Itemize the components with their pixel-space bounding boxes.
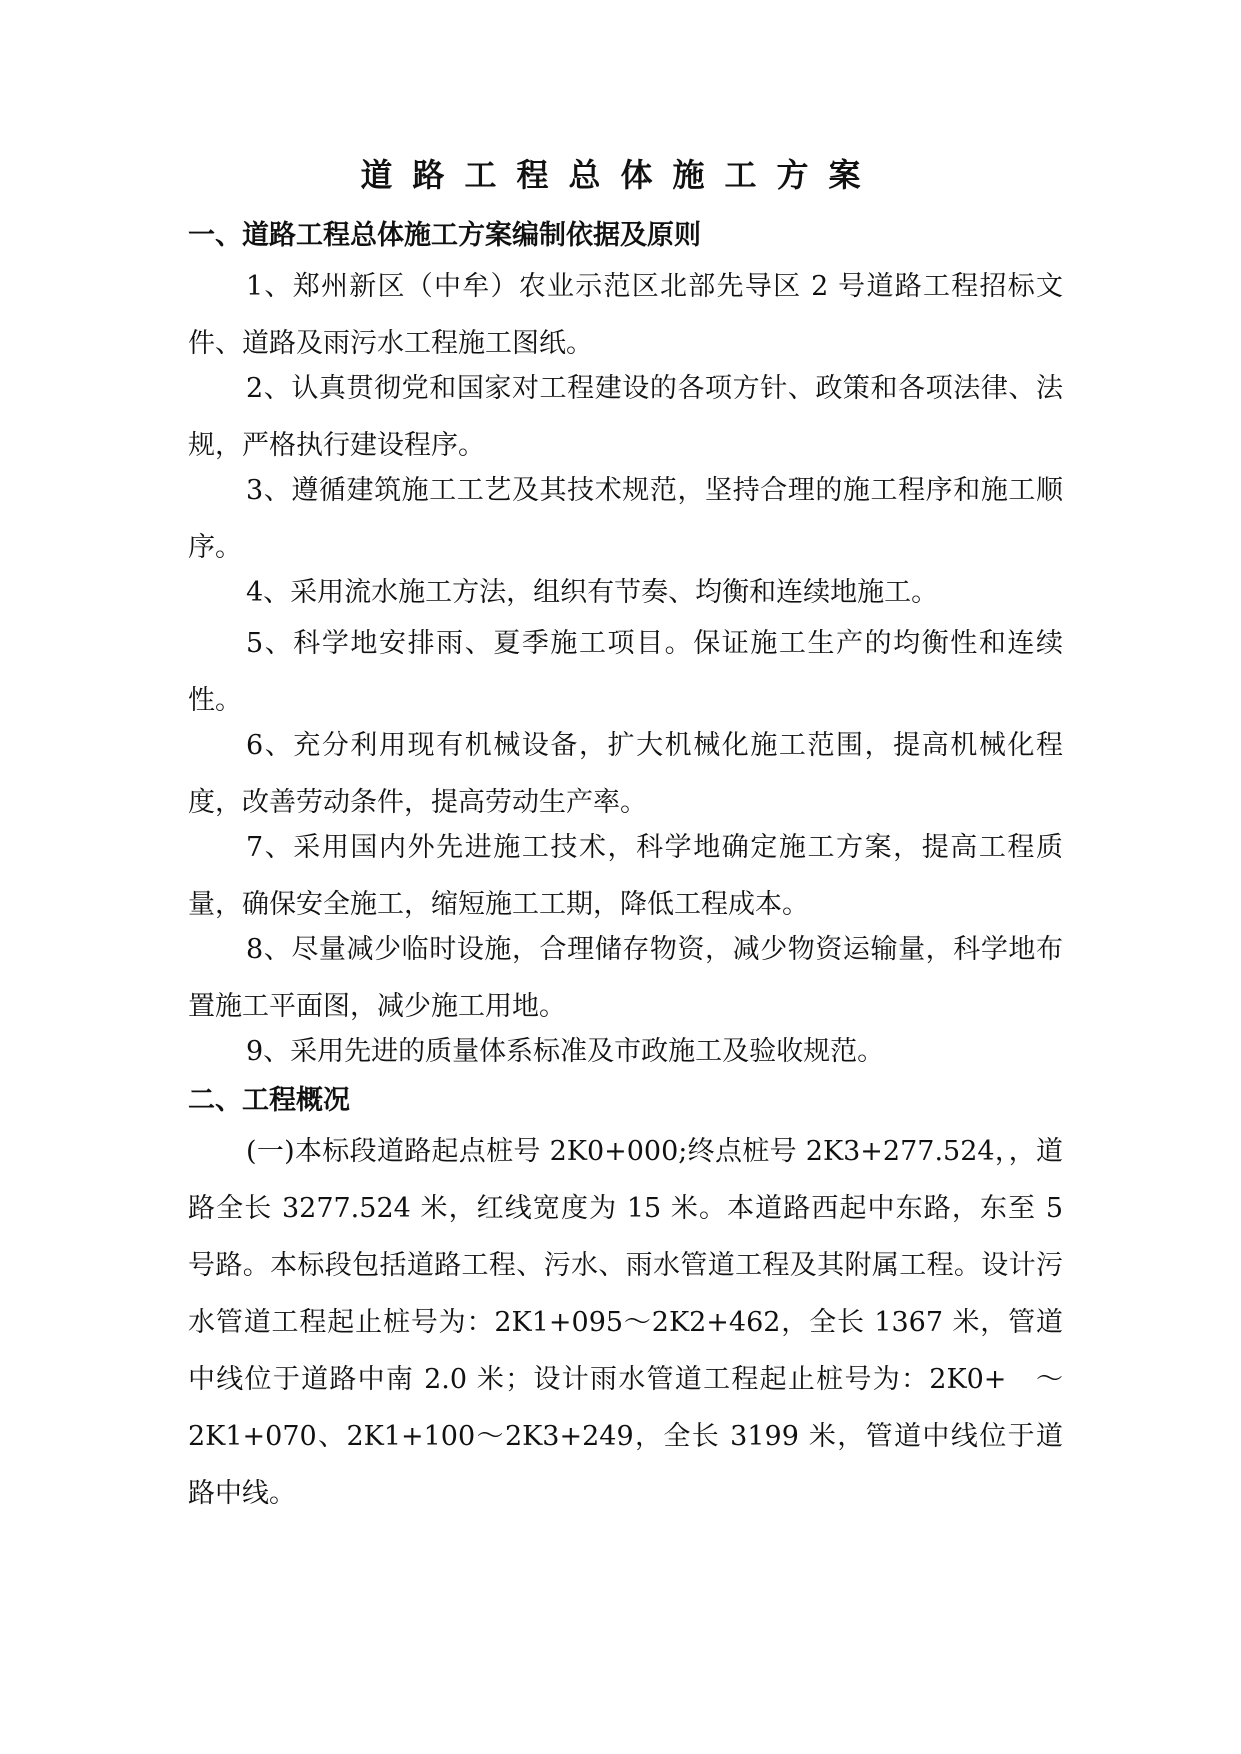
section-1-item-8: 8、尽量减少临时设施，合理储存物资，减少物资运输量，科学地布置施工平面图，减少施工用地。 — [188, 934, 1063, 1022]
section-1-item-1: 1、郑州新区（中牟）农业示范区北部先导区 2 号道路工程招标文件、道路及雨污水工程施工图纸。 — [188, 271, 1063, 359]
section-1-item-7: 7、采用国内外先进施工技术，科学地确定施工方案，提高工程质量，确保安全施工，缩短施工工期，降低工程成本。 — [188, 832, 1063, 920]
section-1-item-4: 4、采用流水施工方法，组织有节奏、均衡和连续地施工。 — [246, 577, 939, 608]
section-1-item-6: 6、充分利用现有机械设备，扩大机械化施工范围，提高机械化程度，改善劳动条件，提高劳动生产率。 — [188, 730, 1063, 818]
section-1-item-3: 3、遵循建筑施工工艺及其技术规范，坚持合理的施工程序和施工顺序。 — [188, 475, 1063, 563]
section-1-item-9: 9、采用先进的质量体系标准及市政施工及验收规范。 — [246, 1036, 885, 1067]
document-title: 道路工程总体施工方案 — [360, 156, 881, 194]
section-1-item-2: 2、认真贯彻党和国家对工程建设的各项方针、政策和各项法律、法规，严格执行建设程序。 — [188, 373, 1063, 461]
section-1-heading: 一、道路工程总体施工方案编制依据及原则 — [188, 220, 701, 251]
section-2-heading: 二、工程概况 — [188, 1085, 350, 1116]
section-2-paragraph: (一)本标段道路起点桩号 2K0+000;终点桩号 2K3+277.524，，道路全长 3277.524 米，红线宽度为 15 米。本道路西起中东路，东至 5 号路。本标段包括道路工程、污水、雨水管道工程及其附属工程。设计污水管道工程起止桩号为：2K1+095～2K2+462，全长 1367 米，管道中线位于道路中南 2.0 米；设计雨水管道工程起止桩号为：2K0+ ～2K1+070、2K1+100～2K3+249，全长 3199 米，管道中线位于道路中线。 — [188, 1136, 1063, 1509]
section-1-item-5: 5、科学地安排雨、夏季施工项目。保证施工生产的均衡性和连续性。 — [188, 628, 1063, 716]
